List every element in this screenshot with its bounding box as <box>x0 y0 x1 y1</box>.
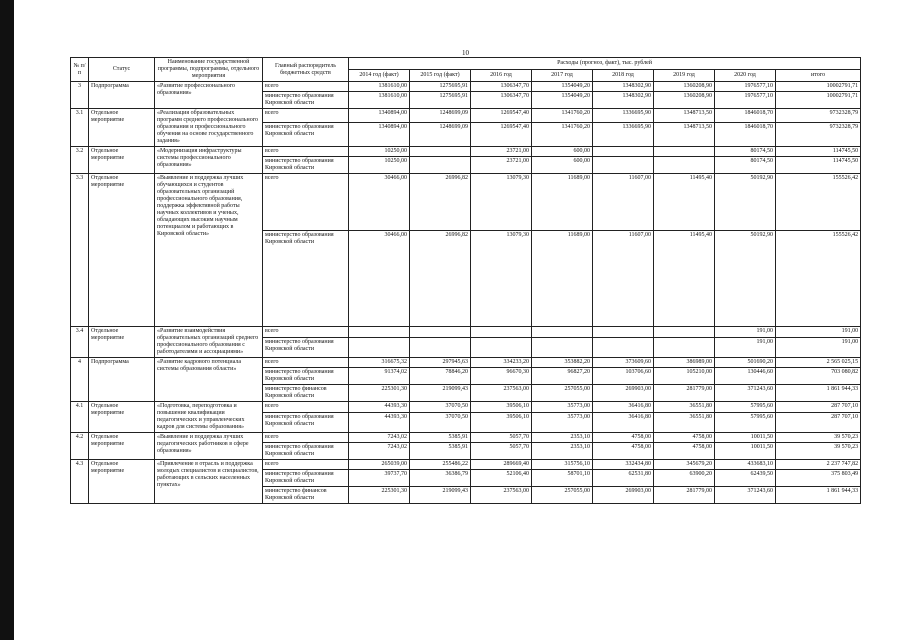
cell-total: 191,00 <box>776 338 861 358</box>
row-admin: всего <box>263 402 349 413</box>
cell-amount: 36416,80 <box>593 402 654 413</box>
cell-amount: 1348302,90 <box>593 92 654 109</box>
cell-amount: 10250,00 <box>349 147 410 157</box>
cell-amount: 600,00 <box>532 157 593 174</box>
cell-total: 10002791,71 <box>776 82 861 92</box>
cell-amount: 1340894,00 <box>349 123 410 147</box>
row-name: «Реализация образовательных программ среднего профессионального образования и профессионального обучения на основе государственного задания» <box>155 109 263 147</box>
header-status: Статус <box>89 58 155 82</box>
table-row <box>71 147 861 157</box>
cell-amount: 191,00 <box>715 338 776 358</box>
cell-amount: 35773,00 <box>532 402 593 413</box>
cell-amount <box>593 327 654 338</box>
row-admin: министерство образования Кировской области <box>263 470 349 487</box>
cell-amount: 315756,10 <box>532 460 593 470</box>
header-total: итого <box>776 70 861 82</box>
cell-amount: 7243,02 <box>349 443 410 460</box>
row-admin: министерство финансов Кировской области <box>263 487 349 504</box>
cell-amount: 1341760,20 <box>532 109 593 123</box>
cell-amount <box>471 338 532 358</box>
header-year: 2020 год <box>715 70 776 82</box>
cell-total: 155526,42 <box>776 174 861 231</box>
header-expenses: Расходы (прогноз, факт), тыс. рублей <box>349 58 861 70</box>
cell-amount: 52106,40 <box>471 470 532 487</box>
cell-amount: 2353,10 <box>532 433 593 443</box>
cell-amount: 57995,60 <box>715 413 776 433</box>
cell-amount: 345679,20 <box>654 460 715 470</box>
row-number: 4.1 <box>71 402 89 433</box>
cell-amount: 10011,50 <box>715 433 776 443</box>
cell-amount: 1846018,70 <box>715 123 776 147</box>
cell-amount <box>410 157 471 174</box>
row-status: Отдельное мероприятие <box>89 174 155 327</box>
cell-amount: 433683,10 <box>715 460 776 470</box>
cell-amount: 1269547,40 <box>471 123 532 147</box>
cell-amount: 23721,00 <box>471 147 532 157</box>
table-row <box>71 358 861 368</box>
cell-amount: 4758,00 <box>593 443 654 460</box>
cell-amount: 80174,50 <box>715 147 776 157</box>
row-name: «Выявление и поддержка лучших педагогических работников в сфере образования» <box>155 433 263 460</box>
cell-amount: 225301,30 <box>349 487 410 504</box>
cell-amount: 1976577,10 <box>715 92 776 109</box>
cell-amount: 57995,60 <box>715 402 776 413</box>
cell-amount <box>654 157 715 174</box>
cell-amount: 91374,02 <box>349 368 410 385</box>
cell-amount: 332434,80 <box>593 460 654 470</box>
cell-amount: 316675,32 <box>349 358 410 368</box>
cell-amount: 36551,80 <box>654 402 715 413</box>
table-body <box>71 82 861 504</box>
row-admin: министерство образования Кировской области <box>263 92 349 109</box>
row-name: «Развитие взаимодействия образовательных организаций среднего профессионального образования с работодателями и ассоциациями» <box>155 327 263 358</box>
cell-total: 10002791,71 <box>776 92 861 109</box>
cell-amount: 237563,00 <box>471 487 532 504</box>
cell-amount: 50192,90 <box>715 230 776 326</box>
cell-amount: 13079,30 <box>471 174 532 231</box>
cell-amount: 63900,20 <box>654 470 715 487</box>
cell-amount: 353882,20 <box>532 358 593 368</box>
cell-amount: 37070,50 <box>410 413 471 433</box>
cell-amount: 265039,00 <box>349 460 410 470</box>
cell-total: 375 803,49 <box>776 470 861 487</box>
cell-amount: 1846018,70 <box>715 109 776 123</box>
row-admin: министерство финансов Кировской области <box>263 385 349 402</box>
cell-amount: 1348713,50 <box>654 123 715 147</box>
row-status: Отдельное мероприятие <box>89 433 155 460</box>
cell-amount: 191,00 <box>715 327 776 338</box>
cell-amount: 50192,90 <box>715 174 776 231</box>
cell-total: 2 565 025,15 <box>776 358 861 368</box>
cell-amount: 62531,80 <box>593 470 654 487</box>
cell-amount: 44393,30 <box>349 413 410 433</box>
cell-amount: 26996,82 <box>410 174 471 231</box>
cell-total: 155526,42 <box>776 230 861 326</box>
cell-amount: 1354049,20 <box>532 92 593 109</box>
table-row <box>71 174 861 231</box>
cell-amount: 39737,70 <box>349 470 410 487</box>
cell-amount: 30466,00 <box>349 174 410 231</box>
cell-amount: 1248699,09 <box>410 109 471 123</box>
cell-amount: 334233,20 <box>471 358 532 368</box>
cell-amount <box>410 147 471 157</box>
header-year: 2015 год (факт) <box>410 70 471 82</box>
cell-amount: 4758,00 <box>593 433 654 443</box>
cell-amount: 281779,00 <box>654 385 715 402</box>
cell-amount: 11607,00 <box>593 174 654 231</box>
cell-amount: 11689,00 <box>532 230 593 326</box>
row-status: Отдельное мероприятие <box>89 109 155 147</box>
row-number: 3.3 <box>71 174 89 327</box>
header-year: 2014 год (факт) <box>349 70 410 82</box>
cell-amount: 1341760,20 <box>532 123 593 147</box>
cell-amount: 39506,10 <box>471 402 532 413</box>
table-row <box>71 460 861 470</box>
cell-amount: 36386,79 <box>410 470 471 487</box>
row-status: Отдельное мероприятие <box>89 402 155 433</box>
cell-amount: 4758,00 <box>654 433 715 443</box>
cell-amount: 1354049,20 <box>532 82 593 92</box>
cell-amount: 1275695,91 <box>410 92 471 109</box>
cell-amount: 2353,10 <box>532 443 593 460</box>
cell-amount: 10011,50 <box>715 443 776 460</box>
cell-amount <box>349 327 410 338</box>
table-row <box>71 82 861 92</box>
row-number: 4.2 <box>71 433 89 460</box>
header-year: 2017 год <box>532 70 593 82</box>
cell-amount: 219099,43 <box>410 385 471 402</box>
budget-table <box>70 57 861 504</box>
cell-amount: 1269547,40 <box>471 109 532 123</box>
row-name: «Развитие профессионального образования» <box>155 82 263 109</box>
cell-amount: 36416,80 <box>593 413 654 433</box>
cell-amount: 44393,30 <box>349 402 410 413</box>
cell-total: 1 861 944,33 <box>776 385 861 402</box>
cell-amount: 96670,30 <box>471 368 532 385</box>
table-row <box>71 109 861 123</box>
cell-total: 2 237 747,82 <box>776 460 861 470</box>
cell-amount: 501690,20 <box>715 358 776 368</box>
row-admin: всего <box>263 174 349 231</box>
row-number: 3.1 <box>71 109 89 147</box>
row-status: Отдельное мероприятие <box>89 327 155 358</box>
cell-amount: 11495,40 <box>654 174 715 231</box>
cell-amount: 225301,30 <box>349 385 410 402</box>
cell-amount: 600,00 <box>532 147 593 157</box>
cell-amount: 105210,00 <box>654 368 715 385</box>
cell-amount: 78846,20 <box>410 368 471 385</box>
cell-amount: 281779,00 <box>654 487 715 504</box>
cell-amount: 103706,60 <box>593 368 654 385</box>
cell-total: 39 570,23 <box>776 443 861 460</box>
row-number: 3 <box>71 82 89 109</box>
cell-amount: 10250,00 <box>349 157 410 174</box>
cell-total: 191,00 <box>776 327 861 338</box>
row-name: «Привлечение в отрасль и поддержка молодых специалистов и специалистов, работающих в сельских населенных пунктах» <box>155 460 263 504</box>
cell-amount <box>532 327 593 338</box>
cell-amount: 257055,00 <box>532 487 593 504</box>
cell-amount: 1306347,70 <box>471 92 532 109</box>
header-admin: Главный распорядитель бюджетных средств <box>263 58 349 82</box>
cell-amount: 1381610,00 <box>349 92 410 109</box>
row-admin: министерство образования Кировской области <box>263 443 349 460</box>
row-admin: всего <box>263 433 349 443</box>
cell-amount <box>471 327 532 338</box>
cell-total: 114745,50 <box>776 157 861 174</box>
cell-amount: 1275695,91 <box>410 82 471 92</box>
cell-amount: 1348302,90 <box>593 82 654 92</box>
cell-amount: 1248699,09 <box>410 123 471 147</box>
cell-amount: 1976577,10 <box>715 82 776 92</box>
row-number: 4 <box>71 358 89 402</box>
row-status: Подпрограмма <box>89 358 155 402</box>
cell-amount: 1348713,50 <box>654 109 715 123</box>
row-status: Подпрограмма <box>89 82 155 109</box>
cell-amount: 11689,00 <box>532 174 593 231</box>
cell-amount: 371243,60 <box>715 487 776 504</box>
row-admin: всего <box>263 327 349 338</box>
row-name: «Модернизация инфраструктуры системы профессионального образования» <box>155 147 263 174</box>
cell-total: 287 707,10 <box>776 402 861 413</box>
cell-total: 39 570,23 <box>776 433 861 443</box>
row-admin: министерство образования Кировской области <box>263 413 349 433</box>
header-year: 2018 год <box>593 70 654 82</box>
row-admin: министерство образования Кировской области <box>263 368 349 385</box>
cell-amount: 62439,50 <box>715 470 776 487</box>
cell-total: 1 861 944,33 <box>776 487 861 504</box>
header-name: Наименование государственной программы, подпрограммы, отдельного мероприятия <box>155 58 263 82</box>
row-admin: министерство образования Кировской области <box>263 230 349 326</box>
cell-amount <box>410 327 471 338</box>
cell-amount <box>532 338 593 358</box>
cell-amount: 11607,00 <box>593 230 654 326</box>
row-admin: всего <box>263 358 349 368</box>
cell-amount: 237563,00 <box>471 385 532 402</box>
row-admin: министерство образования Кировской области <box>263 338 349 358</box>
cell-amount: 269903,00 <box>593 487 654 504</box>
cell-total: 703 080,82 <box>776 368 861 385</box>
cell-amount: 130446,60 <box>715 368 776 385</box>
cell-amount: 11495,40 <box>654 230 715 326</box>
cell-amount: 30466,00 <box>349 230 410 326</box>
cell-amount: 35773,00 <box>532 413 593 433</box>
header-year: 2016 год <box>471 70 532 82</box>
row-number: 3.2 <box>71 147 89 174</box>
cell-amount: 80174,50 <box>715 157 776 174</box>
cell-amount: 1360208,90 <box>654 92 715 109</box>
cell-amount: 23721,00 <box>471 157 532 174</box>
cell-amount: 4758,00 <box>654 443 715 460</box>
cell-amount: 257055,00 <box>532 385 593 402</box>
cell-amount: 5057,70 <box>471 443 532 460</box>
cell-amount: 255486,22 <box>410 460 471 470</box>
row-status: Отдельное мероприятие <box>89 147 155 174</box>
table-row <box>71 402 861 413</box>
row-admin: всего <box>263 147 349 157</box>
cell-amount: 13079,30 <box>471 230 532 326</box>
row-admin: всего <box>263 109 349 123</box>
cell-amount: 39506,10 <box>471 413 532 433</box>
cell-amount: 1336695,90 <box>593 109 654 123</box>
table-row <box>71 327 861 338</box>
cell-amount: 373609,60 <box>593 358 654 368</box>
row-name: «Выявление и поддержка лучших обучающихся и студентов образовательных организаций профессионального образования, поддержка эффективной работы научных коллективов и ученых, обладающих высоким научным потенциалом и работающих в Кировской области» <box>155 174 263 327</box>
row-admin: всего <box>263 82 349 92</box>
header-year: 2019 год <box>654 70 715 82</box>
cell-amount: 1306347,70 <box>471 82 532 92</box>
cell-total: 9732328,79 <box>776 109 861 123</box>
row-number: 4.3 <box>71 460 89 504</box>
cell-amount <box>654 147 715 157</box>
cell-amount: 1381610,00 <box>349 82 410 92</box>
cell-amount: 289669,40 <box>471 460 532 470</box>
row-admin: министерство образования Кировской области <box>263 157 349 174</box>
row-status: Отдельное мероприятие <box>89 460 155 504</box>
cell-amount: 58701,10 <box>532 470 593 487</box>
cell-amount: 26996,82 <box>410 230 471 326</box>
table-row <box>71 433 861 443</box>
cell-total: 287 707,10 <box>776 413 861 433</box>
cell-amount: 37070,50 <box>410 402 471 413</box>
cell-amount: 5057,70 <box>471 433 532 443</box>
page-number: 10 <box>462 49 469 57</box>
cell-amount: 269903,00 <box>593 385 654 402</box>
cell-amount: 5385,91 <box>410 443 471 460</box>
cell-total: 114745,50 <box>776 147 861 157</box>
header-num: № п/п <box>71 58 89 82</box>
cell-amount <box>349 338 410 358</box>
cell-amount: 1340894,00 <box>349 109 410 123</box>
cell-amount: 96827,20 <box>532 368 593 385</box>
cell-amount: 1336695,90 <box>593 123 654 147</box>
scan-dark-edge <box>0 0 14 640</box>
row-admin: министерство образования Кировской области <box>263 123 349 147</box>
cell-amount: 219099,43 <box>410 487 471 504</box>
cell-amount <box>410 338 471 358</box>
cell-amount: 371243,60 <box>715 385 776 402</box>
row-number: 3.4 <box>71 327 89 358</box>
cell-amount: 386989,00 <box>654 358 715 368</box>
row-admin: всего <box>263 460 349 470</box>
cell-amount <box>593 338 654 358</box>
cell-amount: 7243,02 <box>349 433 410 443</box>
row-name: «Подготовка, переподготовка и повышение квалификации педагогических и управленческих кадров для системы образования» <box>155 402 263 433</box>
cell-amount: 297945,63 <box>410 358 471 368</box>
cell-amount: 1360208,90 <box>654 82 715 92</box>
cell-amount: 36551,80 <box>654 413 715 433</box>
row-name: «Развитие кадрового потенциала системы образования области» <box>155 358 263 402</box>
cell-amount: 5385,91 <box>410 433 471 443</box>
cell-amount <box>654 338 715 358</box>
cell-amount <box>593 157 654 174</box>
cell-amount <box>654 327 715 338</box>
cell-total: 9732328,79 <box>776 123 861 147</box>
cell-amount <box>593 147 654 157</box>
